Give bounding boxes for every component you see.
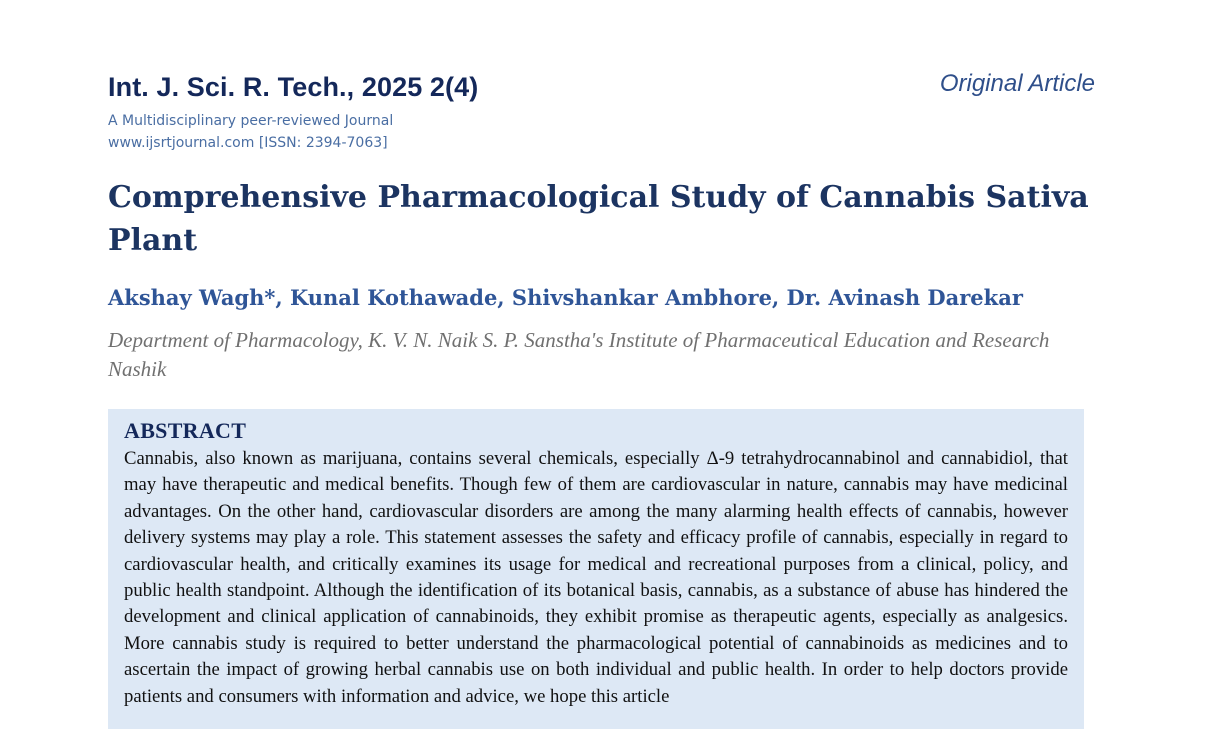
author-affiliation: Department of Pharmacology, K. V. N. Naik S. P. Sanstha's Institute of Pharmaceutical Education and Research Nashik — [108, 328, 1050, 381]
journal-title: Int. J. Sci. R. Tech., 2025 2(4) — [108, 72, 479, 102]
article-type-label: Original Article — [939, 70, 1095, 97]
abstract-text: Cannabis, also known as marijuana, contains several chemicals, especially Δ-9 tetrahydrocannabinol and cannabidiol, that may have therapeutic and medical benefits. Though few of them are cardiovascular in nature, cannabis may have medicinal advantages. On the other hand, cardiovascular disorders are among the many alarming health effects of cannabis, however delivery systems may play a role. This statement assesses the safety and efficacy profile of cannabis, especially in regard to cardiovascular health, and critically examines its usage for medical and recreational purposes from a clinical, policy, and public health standpoint. Although the identification of its botanical basis, cannabis, as a substance of abuse has hindered the development and clinical application of cannabinoids, they exhibit promise as therapeutic agents, especially as analgesics. More cannabis study is required to better understand the pharmacological potential of cannabinoids as medicines and to ascertain the impact of growing herbal cannabis use on both individual and public health. In order to help doctors provide patients and consumers with information and advice, we hope this article — [124, 448, 1068, 707]
journal-tagline: A Multidisciplinary peer-reviewed Journal — [108, 113, 394, 129]
abstract-section — [108, 409, 1084, 729]
paper-title: Comprehensive Pharmacological Study of Cannabis Sativa Plant — [108, 180, 1089, 258]
author-list: Akshay Wagh*, Kunal Kothawade, Shivshankar Ambhore, Dr. Avinash Darekar — [108, 285, 1023, 310]
abstract-heading: ABSTRACT — [124, 418, 247, 443]
journal-website: www.ijsrtjournal.com [ISSN: 2394-7063] — [108, 135, 388, 151]
